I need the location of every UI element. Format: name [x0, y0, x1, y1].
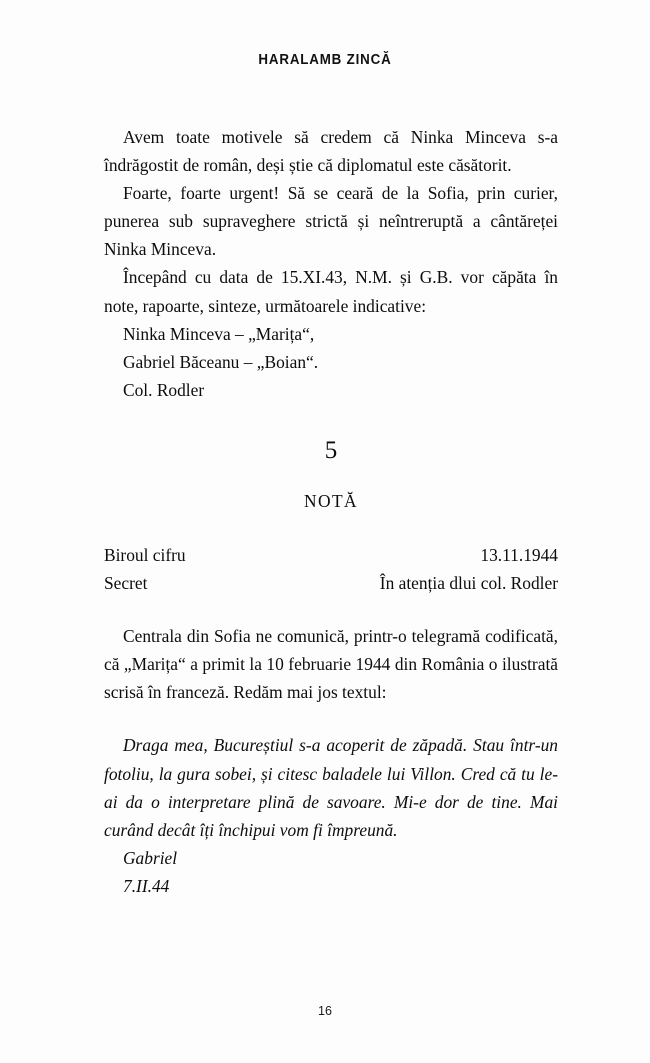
indicative-item-2: Gabriel Băceanu – „Boian“. [123, 351, 319, 372]
meta-office-label: Biroul cifru [104, 544, 186, 565]
quoted-letter [104, 706, 558, 900]
letter-signature: Gabriel [123, 847, 178, 868]
meta-row [104, 569, 558, 597]
paragraph-2: Foarte, foarte urgent! Să se ceară de la Sofia, prin curier, punerea sub supraveghere strictă și neîntreruptă a cântăreței Ninka Minceva. [104, 183, 558, 260]
document-signature: Col. Rodler [123, 379, 205, 400]
indicative-item-1: Ninka Minceva – „Marița“, [123, 323, 315, 344]
letter-body: Draga mea, Bucureștiul s-a acoperit de zăpadă. Stau într-un fotoliu, la gura sobei, și citesc baladele lui Villon. Cred că tu le-ai da o interpretare plină de savoare. Mi-e dor de tine. Mai curând decât îți închipui vom fi împreună. [104, 735, 558, 840]
meta-block [104, 515, 558, 597]
letter-date: 7.II.44 [123, 875, 170, 896]
paragraph-3: Începând cu data de 15.XI.43, N.M. și G.B. vor căpăta în note, rapoarte, sinteze, următoarele indicative: [104, 267, 558, 316]
paragraph-1: Avem toate motivele să credem că Ninka Minceva s-a îndrăgostit de român, deși știe că diplomatul este căsătorit. [104, 127, 558, 176]
meta-recipient: În atenția dlui col. Rodler [379, 573, 558, 594]
meta-classification-label: Secret [104, 573, 148, 594]
page-number: 16 [318, 1004, 332, 1018]
text-column [104, 123, 558, 900]
meta-row [104, 541, 558, 569]
section-heading: NOTĂ [304, 490, 358, 511]
note-paragraph-1: Centrala din Sofia ne comunică, printr-o telegramă codificată, că „Marița“ a primit la 10 februarie 1944 din România o ilustrată scrisă în franceză. Redăm mai jos textul: [104, 626, 558, 703]
section-number: 5 [324, 436, 338, 464]
meta-date: 13.11.1944 [480, 544, 558, 565]
running-head: HARALAMB ZINCĂ [258, 52, 392, 68]
